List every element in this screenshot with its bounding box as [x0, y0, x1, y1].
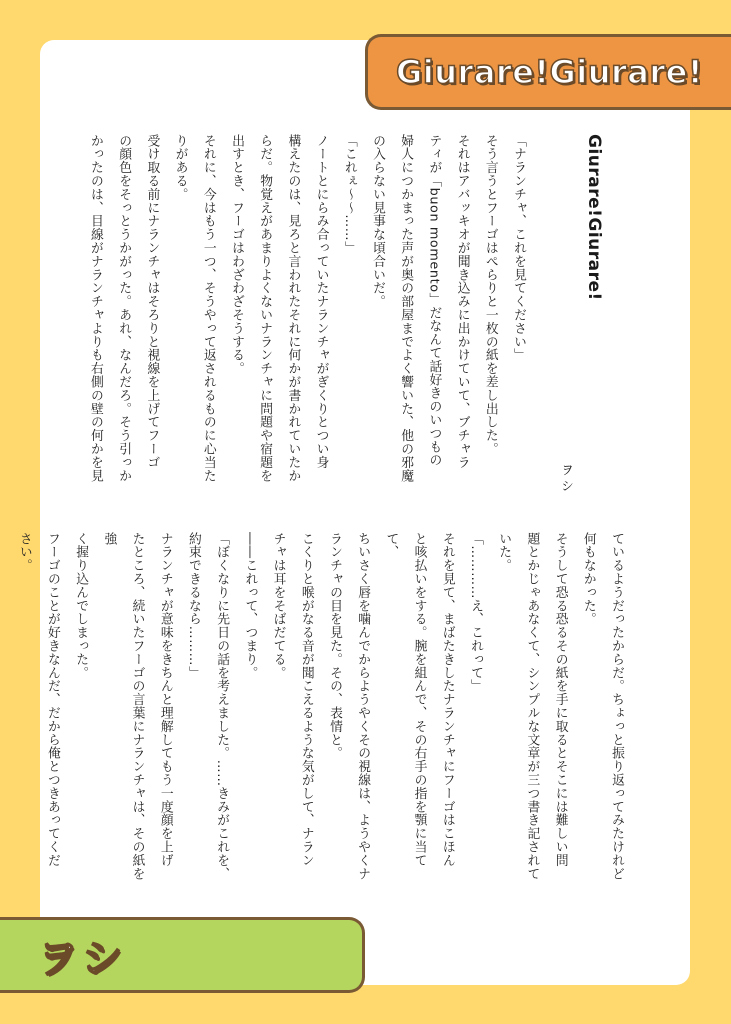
text-line: 「ナランチャ、これを見てください」 — [511, 134, 526, 362]
text-line: ランチャの目を見た。その、表情と。 — [326, 532, 342, 760]
text-line: 題とかじゃあなくて、シンプルな文章が三つ書き記されて — [524, 532, 540, 881]
text-line: 「ぼくなりに先日の話を考えました。……きみがこれを、 — [214, 532, 230, 881]
text-line: かったのは、目線がナランチャよりも右側の壁の何かを見 — [87, 134, 103, 483]
text-line: ナランチャが意味をきちんと理解してもう一度顔を上げ — [157, 532, 173, 867]
banner-title: Giurare!Giurare! — [396, 53, 703, 91]
text-line: 「…………え、これって」 — [467, 532, 483, 693]
story-text-bottom — [16, 532, 630, 892]
story-author: ヲシ — [558, 463, 573, 495]
title-banner — [365, 34, 731, 110]
author-banner — [0, 917, 365, 993]
text-line: 構えたのは、見ろと言われたそれに何かが書かれていたか — [285, 134, 301, 483]
text-line: りがある。 — [172, 134, 188, 201]
text-line: フーゴのことが好きなんだ、だから俺とつきあってくだ — [44, 532, 60, 867]
text-line: ティが「buon momento」だなんて話好きのいつもの — [426, 134, 442, 467]
story-title: Giurare!Giurare! — [584, 134, 604, 301]
text-line: さい。 — [16, 532, 32, 573]
text-line: そう言うとフーゴはぺらりと一枚の紙を差し出した。 — [482, 134, 498, 456]
text-line: たところ、続いたフーゴの言葉にナランチャは、その紙を強 — [101, 532, 145, 881]
text-line: チャは耳をそばだてる。 — [270, 532, 286, 680]
text-line: そうして恐る恐るその紙を手に取るとそこには難しい問 — [552, 532, 568, 867]
text-line: の顔色をそっとうかがった。あれ、なんだろ。そう引っか — [116, 134, 132, 483]
text-line: それに、今はもう一つ、そうやって返されるものに心当た — [200, 134, 216, 483]
text-line: ちいさく唇を噛んでからようやくその視線は、ようやくナ — [355, 532, 371, 881]
text-line: 婦人につかまった声が奥の部屋までよく響いた、他の邪魔 — [398, 134, 414, 483]
text-line: く握り込んでしまった。 — [73, 532, 89, 680]
text-line: 受け取る前にナランチャはそろりと視線を上げてフーゴ — [144, 134, 160, 469]
text-line: いた。 — [496, 532, 512, 573]
story-text-top — [87, 134, 532, 494]
text-line: 出すとき、フーゴはわざわざそうする。 — [228, 134, 244, 376]
banner-author: ヲシ — [38, 935, 126, 982]
text-line: それを見て、まばたきしたナランチャにフーゴはこほん — [439, 532, 455, 867]
text-line: らだ。物覚えがあまりよくないナランチャに問題や宿題を — [257, 134, 273, 483]
text-line: 約束できるなら………」 — [185, 532, 201, 680]
text-line: ているようだったからだ。ちょっと振り返ってみたけれど — [609, 532, 624, 881]
text-line: ――これって、つまり。 — [242, 532, 258, 680]
text-line: 「これぇ～～……」 — [341, 134, 357, 255]
text-line: 何もなかった。 — [580, 532, 596, 626]
text-line: ノートとにらみ合っていたナランチャがぎくりとつい身 — [313, 134, 329, 469]
text-line: の入らない見事な頃合いだ。 — [369, 134, 385, 309]
text-line: と咳払いをする。腕を組んで、その右手の指を顎に当てて、 — [383, 532, 427, 867]
text-line: それはアバッキオが聞き込みに出かけていて、ブチャラ — [454, 134, 470, 469]
text-line: こくりと喉がなる音が聞こえるような気がして、ナラン — [298, 532, 314, 867]
